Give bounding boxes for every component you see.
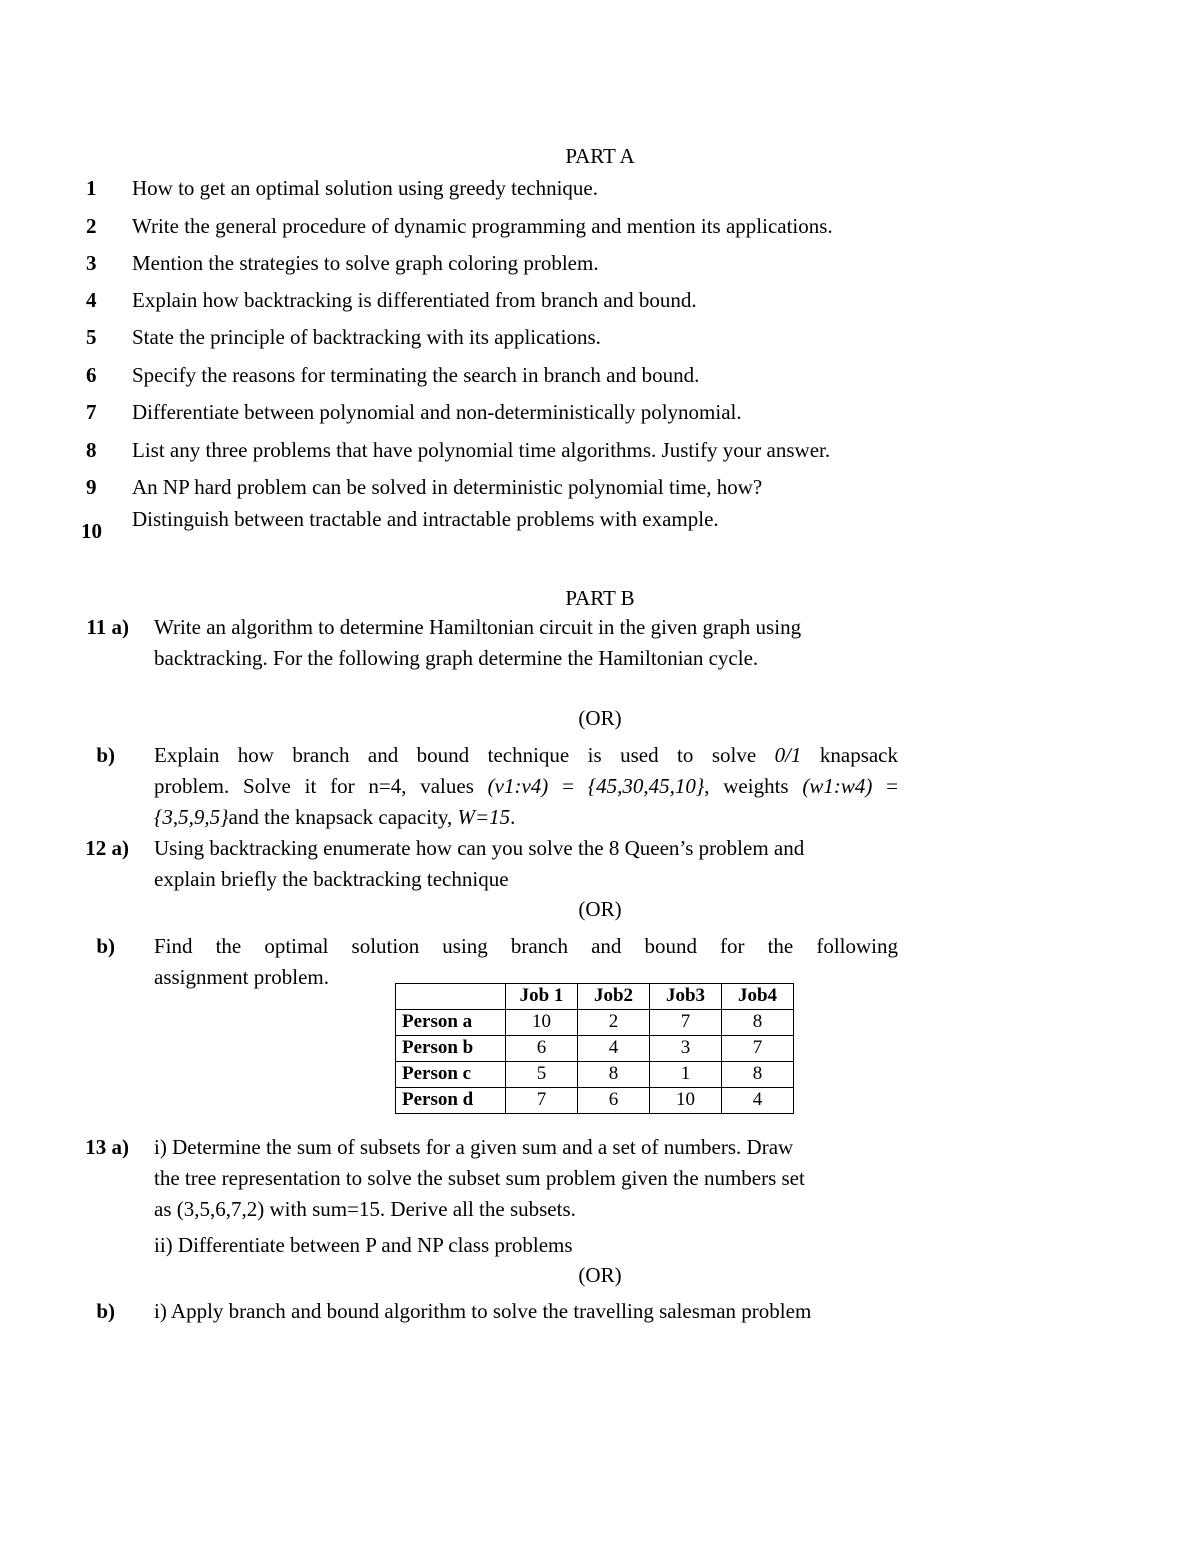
or-separator: (OR) (578, 1263, 622, 1287)
question-text: i) Apply branch and bound algorithm to solve the travelling salesman problem (154, 1299, 812, 1323)
question-number: 3 (86, 251, 97, 275)
table-cell: 8 (722, 1062, 794, 1088)
table-cell: 8 (578, 1062, 650, 1088)
column-header: Job2 (578, 984, 650, 1010)
table-row (396, 1036, 794, 1062)
question-number: 6 (86, 363, 97, 387)
question-text: assignment problem. (154, 965, 329, 989)
table-cell: 8 (722, 1010, 794, 1036)
question-label: b) (96, 1299, 115, 1323)
table-corner-cell (396, 984, 506, 1010)
table-cell: 7 (650, 1010, 722, 1036)
or-separator: (OR) (578, 897, 622, 921)
row-header: Person c (396, 1062, 506, 1088)
question-text: State the principle of backtracking with its applications. (132, 325, 601, 349)
question-text: backtracking. For the following graph determine the Hamiltonian cycle. (154, 646, 759, 670)
table-row (396, 1010, 794, 1036)
table-cell: 3 (650, 1036, 722, 1062)
question-text: Differentiate between polynomial and non-deterministically polynomial. (132, 400, 742, 424)
table-cell: 7 (722, 1036, 794, 1062)
question-label: 11 a) (86, 615, 129, 639)
table-row (396, 1062, 794, 1088)
question-text: i) Determine the sum of subsets for a given sum and a set of numbers. Draw (154, 1135, 794, 1159)
part-b-heading: PART B (565, 586, 635, 610)
question-text: Find the optimal solution using branch and bound for the following (154, 934, 898, 958)
question-text: the tree representation to solve the subset sum problem given the numbers set (154, 1166, 805, 1190)
table-header-row (396, 984, 794, 1010)
question-text: Explain how backtracking is differentiated from branch and bound. (132, 288, 697, 312)
or-separator: (OR) (578, 706, 622, 730)
row-header: Person b (396, 1036, 506, 1062)
column-header: Job 1 (506, 984, 578, 1010)
table-cell: 1 (650, 1062, 722, 1088)
question-text: Write an algorithm to determine Hamiltonian circuit in the given graph using (154, 615, 802, 639)
question-number: 9 (86, 475, 97, 499)
question-number: 5 (86, 325, 97, 349)
question-text: An NP hard problem can be solved in deterministic polynomial time, how? (132, 475, 763, 499)
question-text: How to get an optimal solution using greedy technique. (132, 176, 598, 200)
question-text: as (3,5,6,7,2) with sum=15. Derive all the subsets. (154, 1197, 576, 1221)
column-header: Job3 (650, 984, 722, 1010)
column-header: Job4 (722, 984, 794, 1010)
question-label: b) (96, 743, 115, 767)
question-text: explain briefly the backtracking technique (154, 867, 509, 891)
question-number: 2 (86, 214, 97, 238)
question-label: 12 a) (85, 836, 129, 860)
question-text: Write the general procedure of dynamic programming and mention its applications. (132, 214, 833, 238)
table-cell: 4 (578, 1036, 650, 1062)
row-header: Person d (396, 1088, 506, 1114)
part-a-heading: PART A (565, 144, 635, 168)
question-text: Distinguish between tractable and intractable problems with example. (132, 507, 719, 531)
question-text: Mention the strategies to solve graph coloring problem. (132, 251, 599, 275)
question-number: 4 (86, 288, 97, 312)
table-cell: 7 (506, 1088, 578, 1114)
table-cell: 6 (578, 1088, 650, 1114)
table-cell: 2 (578, 1010, 650, 1036)
question-text: problem. Solve it for n=4, values (v1:v4) = {45,30,45,10}, weights (w1:w4) = (154, 774, 898, 798)
question-label: 13 a) (85, 1135, 129, 1159)
question-number: 10 (81, 519, 102, 543)
question-number: 1 (86, 176, 97, 200)
question-number: 7 (86, 400, 97, 424)
table-cell: 4 (722, 1088, 794, 1114)
question-text: Specify the reasons for terminating the search in branch and bound. (132, 363, 700, 387)
question-text: List any three problems that have polynomial time algorithms. Justify your answer. (132, 438, 831, 462)
question-text: Using backtracking enumerate how can you solve the 8 Queen’s problem and (154, 836, 805, 860)
question-number: 8 (86, 438, 97, 462)
question-label: b) (96, 934, 115, 958)
table-cell: 6 (506, 1036, 578, 1062)
table-row (396, 1088, 794, 1114)
table-cell: 10 (650, 1088, 722, 1114)
assignment-table (395, 983, 794, 1114)
row-header: Person a (396, 1010, 506, 1036)
question-text: {3,5,9,5}and the knapsack capacity, W=15. (154, 805, 516, 829)
table-cell: 5 (506, 1062, 578, 1088)
question-text: Explain how branch and bound technique is used to solve 0/1 knapsack (154, 743, 899, 767)
question-text: ii) Differentiate between P and NP class problems (154, 1233, 573, 1257)
table-cell: 10 (506, 1010, 578, 1036)
